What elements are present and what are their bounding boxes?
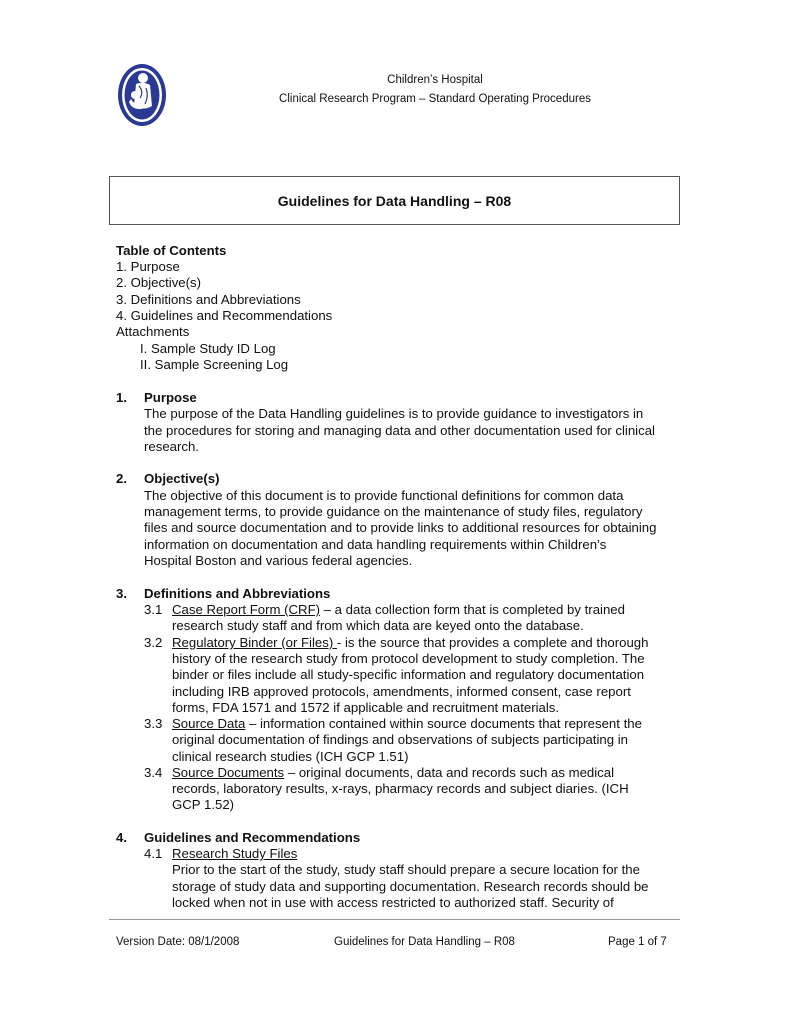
definition-term-crf: Case Report Form (CRF) [172, 602, 321, 617]
subsection-number: 3.1 [144, 602, 163, 617]
paragraph-line: Prior to the start of the study, study staff should prepare a secure location for the [172, 862, 640, 877]
definition-text: – original documents, data and records such as medical [284, 765, 615, 780]
paragraph-line: forms, FDA 1571 and 1572 if applicable and recruitment materials. [172, 700, 560, 715]
paragraph-line: including IRB approved protocols, amendments, informed consent, case report [172, 684, 631, 699]
definition-line [172, 716, 642, 732]
toc-attachment: I. Sample Study ID Log [140, 341, 276, 356]
paragraph-line: the procedures for storing and managing data and other documentation used for clinical [144, 423, 655, 438]
paragraph-line: Hospital Boston and various federal agencies. [144, 553, 413, 568]
footer-divider [109, 919, 680, 920]
subsection-title-research-study-files: Research Study Files [172, 846, 298, 861]
definition-line [172, 602, 625, 618]
definition-text: – a data collection form that is completed by trained [320, 602, 625, 617]
section-number: 4. [116, 830, 127, 845]
paragraph-line: management terms, to provide guidance on the maintenance of study files, regulatory [144, 504, 643, 519]
paragraph-line: research study staff and from which data are keyed onto the database. [172, 618, 584, 633]
footer-page-number: Page 1 of 7 [608, 936, 667, 948]
subsection-number: 3.3 [144, 716, 163, 731]
section-title-objectives: Objective(s) [144, 471, 220, 486]
paragraph-line: binder or files include all study-specific information and regulatory documentation [172, 667, 645, 682]
hospital-mother-child-logo-icon [116, 62, 168, 128]
paragraph-line: storage of study data and supporting documentation. Research records should be [172, 879, 649, 894]
paragraph-line: GCP 1.52) [172, 797, 235, 812]
footer-doc-title: Guidelines for Data Handling – R08 [334, 936, 515, 948]
definition-term-regulatory-binder: Regulatory Binder (or Files) [172, 635, 337, 650]
document-title: Guidelines for Data Handling – R08 [277, 192, 512, 209]
subsection-number: 4.1 [144, 846, 163, 861]
section-title-definitions: Definitions and Abbreviations [144, 586, 331, 601]
document-title-box [109, 176, 680, 225]
header-organization: Children’s Hospital [387, 74, 483, 86]
header-program: Clinical Research Program – Standard Operating Procedures [279, 93, 591, 105]
section-title-purpose: Purpose [144, 390, 197, 405]
footer-version: Version Date: 08/1/2008 [116, 936, 240, 948]
subsection-number: 3.2 [144, 635, 163, 650]
paragraph-line: original documentation of findings and observations of subjects participating in [172, 732, 628, 747]
section-number: 1. [116, 390, 127, 405]
toc-item: 3. Definitions and Abbreviations [116, 292, 301, 307]
section-title-guidelines: Guidelines and Recommendations [144, 830, 361, 845]
definition-text: - is the source that provides a complete and thorough [336, 635, 649, 650]
paragraph-line: records, laboratory results, x-rays, pharmacy records and subject diaries. (ICH [172, 781, 629, 796]
toc-item: 1. Purpose [116, 259, 180, 274]
definition-line [172, 765, 614, 781]
toc-item: 4. Guidelines and Recommendations [116, 308, 333, 323]
toc-item: 2. Objective(s) [116, 275, 202, 290]
section-number: 3. [116, 586, 127, 601]
definition-term-source-documents: Source Documents [172, 765, 285, 780]
definition-text: – information contained within source documents that represent the [245, 716, 642, 731]
toc-attachment: II. Sample Screening Log [140, 357, 289, 372]
paragraph-line: The objective of this document is to provide functional definitions for common data [144, 488, 624, 503]
paragraph-line: information on documentation and data handling requirements within Children’s [144, 537, 607, 552]
paragraph-line: The purpose of the Data Handling guidelines is to provide guidance to investigators in [144, 406, 644, 421]
section-number: 2. [116, 471, 127, 486]
toc-heading: Table of Contents [116, 243, 227, 258]
definition-term-source-data: Source Data [172, 716, 246, 731]
paragraph-line: files and source documentation and to provide links to additional resources for obtaining [144, 520, 657, 535]
paragraph-line: history of the research study from protocol development to study completion. The [172, 651, 645, 666]
subsection-number: 3.4 [144, 765, 163, 780]
definition-line [172, 635, 648, 651]
paragraph-line: research. [144, 439, 199, 454]
toc-attachments-label: Attachments [116, 324, 190, 339]
paragraph-line: clinical research studies (ICH GCP 1.51) [172, 749, 409, 764]
paragraph-line: locked when not in use with access restricted to authorized staff. Security of [172, 895, 614, 910]
